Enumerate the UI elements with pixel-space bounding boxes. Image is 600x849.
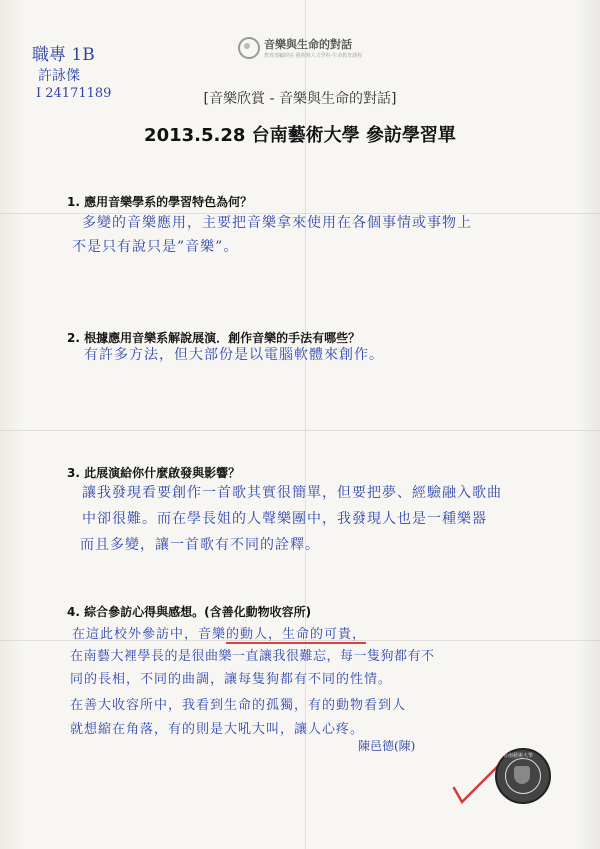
answer-2-line: 有許多方法，但大部份是以電腦軟體來創作。 [84,347,384,363]
worksheet-title: 2013.5.28 台南藝術大學 參訪學習單 [144,125,456,146]
answer-1-line: 多變的音樂應用，主要把音樂拿來使用在各個事情或事物上 [82,215,472,231]
question-2: 2. 根據應用音樂系解說展演．創作音樂的手法有哪些？ [67,331,361,345]
program-logo [238,36,362,59]
student-id: I 24171189 [36,86,112,101]
red-checkmark-icon [452,762,502,810]
answer-4-line: 同的長相，不同的曲調，讓每隻狗都有不同的性情。 [70,672,393,687]
student-class: 職專 1B [32,45,95,65]
red-underline [226,642,366,644]
answer-4-line: 在南藝大裡學長的是很曲樂一直讓我很難忘，每一隻狗都有不 [70,649,435,664]
student-name: 許詠傑 [38,68,80,84]
answer-3-line: 讓我發現看要創作一首歌其實很簡單，但要把夢、經驗融入歌曲 [82,485,502,501]
university-seal [495,748,551,804]
signature: 陳邑德(陳) [358,739,416,753]
question-1: 1. 應用音樂學系的學習特色為何？ [67,195,253,209]
logo-title: 音樂與生命的對話 [264,38,352,51]
question-4: 4. 綜合參訪心得與感想。(含善化動物收容所) [67,605,312,619]
answer-4-line: 在善大收容所中，我看到生命的孤獨，有的動物看到人 [70,698,407,713]
answer-4-line: 就想縮在角落，有的則是大吼大叫，讓人心疼。 [70,722,365,737]
answer-4-line: 在這此校外參訪中，音樂的動人，生命的可貴， [72,627,367,642]
logo-subtitle: 教育部顧問室·藝術與人文學科·生命教育課程 [264,53,363,59]
question-3: 3. 此展演給你什麼啟發與影響？ [67,466,241,480]
answer-3-line: 而且多變，讓一首歌有不同的詮釋。 [80,537,320,553]
answer-1-line: 不是只有說只是”音樂”。 [72,239,239,255]
answer-3-line: 中卻很難。而在學長姐的人聲樂團中，我發現人也是一種樂器 [82,511,487,527]
worksheet-subtitle: [音樂欣賞 - 音樂與生命的對話] [203,91,397,107]
seal-text: 台南藝術大學 [503,753,534,759]
paper-fold [0,430,600,431]
music-logo-icon [238,37,260,59]
